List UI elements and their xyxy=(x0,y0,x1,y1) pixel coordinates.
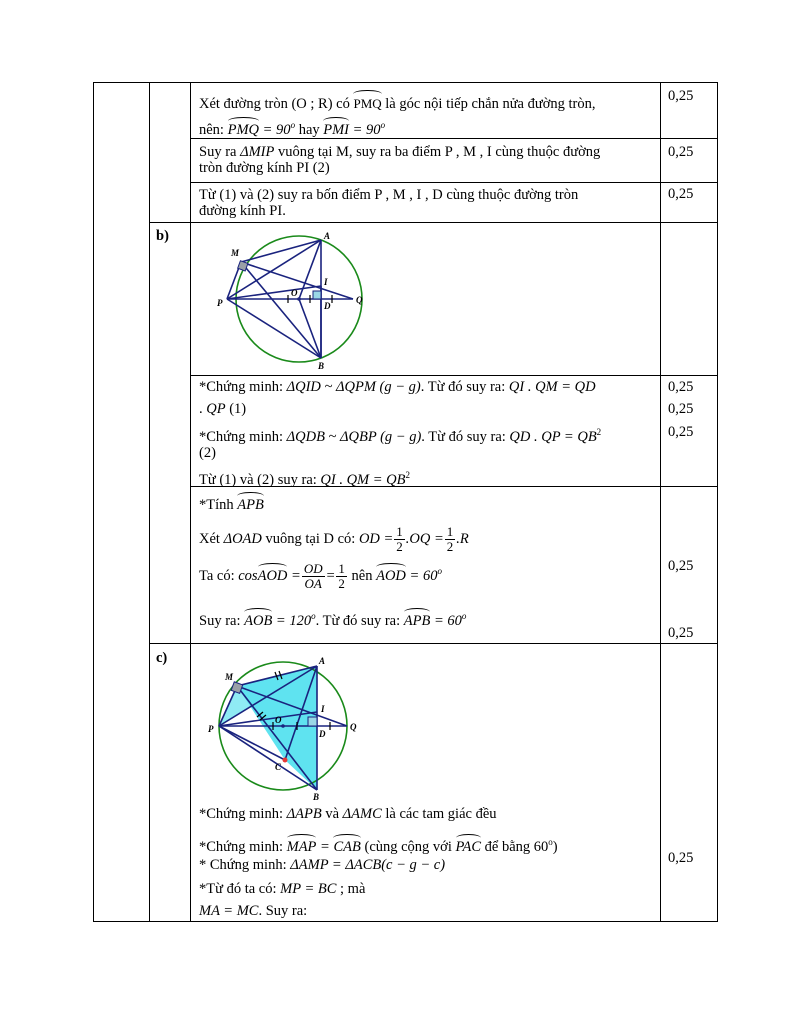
point-label-q: Q xyxy=(350,722,357,732)
row5-line5: Từ (1) và (2) suy ra: QI . QM = $QB^2$ xyxy=(199,470,410,488)
point-label-a: A xyxy=(324,231,331,241)
score-row5-3: 0,25 xyxy=(668,424,694,440)
row-divider xyxy=(190,182,718,183)
point-c-dot xyxy=(283,758,288,763)
point-label-b: B xyxy=(318,361,325,371)
row6-line1: *Tính APB xyxy=(199,494,264,514)
row6-line3: Ta có: cosAOD = $\frac{OD}{OA}$ = $\frac{1}{2}$ nên AOD = $60^o$ xyxy=(199,561,442,591)
row7-line5: MA = MC. Suy ra: xyxy=(199,903,308,919)
right-angle-mark-d xyxy=(313,291,321,299)
center-o xyxy=(281,724,285,728)
row7-line2: *Chứng minh: MAP = CAB (cùng cộng với PAC để bằng 60$^o$) xyxy=(199,837,558,855)
table-border-right xyxy=(717,82,718,922)
row1-line1: Xét đường tròn (O ; R) có PMQ là góc nội tiếp chắn nửa đường tròn, xyxy=(199,92,596,113)
row2-line1: Suy ra ΔMIP vuông tại M, suy ra ba điểm P , M , I cùng thuộc đường xyxy=(199,144,601,160)
score-row5-1: 0,25 xyxy=(668,379,694,395)
point-label-o: O xyxy=(275,715,282,725)
row7-line4: *Từ đó ta có: MP = BC ; mà xyxy=(199,881,366,897)
table-border-top xyxy=(93,82,718,83)
point-label-i: I xyxy=(324,277,328,287)
row5-line2: . QP (1) xyxy=(199,401,247,417)
row-divider xyxy=(149,643,718,644)
right-angle-mark-d xyxy=(308,717,317,726)
figure-b-lines xyxy=(227,240,353,358)
table-border-bottom xyxy=(93,921,718,922)
point-label-d: D xyxy=(324,301,331,311)
row5-line3: *Chứng minh: ΔQDB ~ ΔQBP (g − g). Từ đó suy ra: QD . QP = $QB^2$ xyxy=(199,427,602,445)
point-label-i: I xyxy=(321,704,325,714)
row7-line3: * Chứng minh: ΔAMP = ΔACB(c − g − c) xyxy=(199,857,446,873)
row3-line1: Từ (1) và (2) suy ra bốn điểm P , M , I , D cùng thuộc đường tròn xyxy=(199,187,579,203)
row6-line2: Xét ΔOAD vuông tại D có: OD = $\frac{1}{2}$ .OQ = $\frac{1}{2}$ .R xyxy=(199,524,469,554)
score-row6-2: 0,25 xyxy=(668,625,694,641)
part-b-label: b) xyxy=(156,228,169,244)
point-label-c: C xyxy=(275,762,282,772)
row-divider xyxy=(190,375,718,376)
point-label-o: O xyxy=(291,288,298,298)
part-c-label: c) xyxy=(156,650,168,666)
score-row6-1: 0,25 xyxy=(668,558,694,574)
point-label-b: B xyxy=(313,792,320,800)
point-label-p: P xyxy=(217,298,223,308)
row3-line2: đường kính PI. xyxy=(199,203,286,219)
center-o xyxy=(297,297,301,301)
row-divider xyxy=(149,222,718,223)
row7-line1: *Chứng minh: ΔAPB và ΔAMC là các tam giác đều xyxy=(199,806,497,822)
row6-line4: Suy ra: AOB = $120^o$. Từ đó suy ra: APB = $60^o$ xyxy=(199,611,467,629)
table-border-left xyxy=(93,82,94,922)
score-row5-2: 0,25 xyxy=(668,401,694,417)
row2-line2: tròn đường kính PI (2) xyxy=(199,160,330,176)
table-col-divider-1 xyxy=(149,82,150,922)
point-label-m: M xyxy=(231,248,240,258)
row5-line1: *Chứng minh: ΔQID ~ ΔQPM (g − g). Từ đó suy ra: QI . QM = QD xyxy=(199,379,596,395)
point-label-q: Q xyxy=(356,295,363,305)
point-label-a: A xyxy=(319,656,326,666)
point-label-m: M xyxy=(225,672,234,682)
score-row7: 0,25 xyxy=(668,850,694,866)
geometry-figure-b xyxy=(213,229,373,373)
point-label-p: P xyxy=(208,724,214,734)
answer-table xyxy=(93,82,718,922)
score-row3: 0,25 xyxy=(668,186,694,202)
score-row1: 0,25 xyxy=(668,88,694,104)
table-col-divider-3 xyxy=(660,82,661,922)
row5-line4: (2) xyxy=(199,445,216,461)
score-row2: 0,25 xyxy=(668,144,694,160)
row1-line2: nên: PMQ = $90^o$ hay PMI = $90^o$ xyxy=(199,120,386,138)
point-label-d: D xyxy=(319,729,326,739)
geometry-figure-c xyxy=(205,650,370,800)
table-col-divider-2 xyxy=(190,82,191,922)
